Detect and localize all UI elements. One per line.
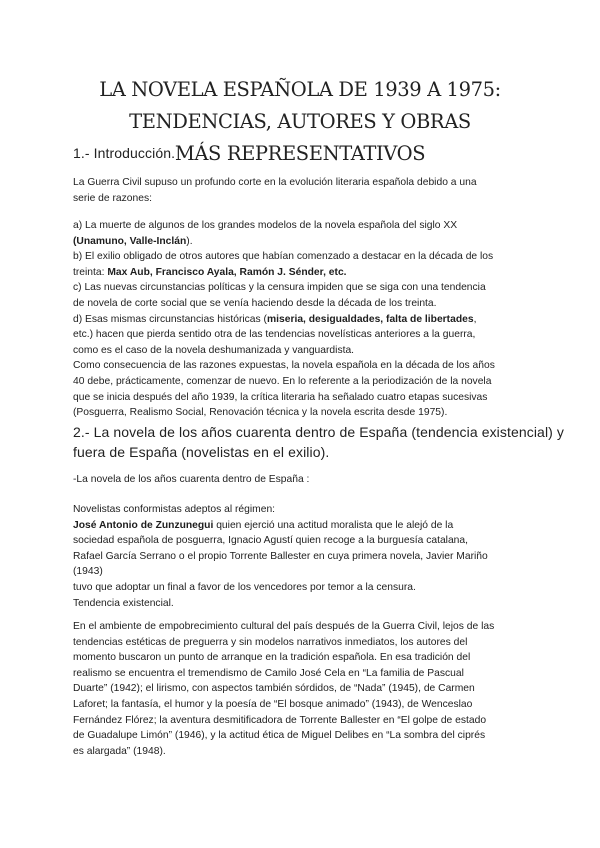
conformistas-paragraph [73,502,543,611]
conclusion-line: Como consecuencia de las razones expuestas, la novela española en la década de los años [73,360,495,372]
text-line: es alargada” (1948). [73,745,166,757]
bold-circumstances: miseria, desigualdades, falta de libertades [266,313,474,325]
text-fragment: treinta: [73,266,108,278]
text-line: realismo se encuentra el tremendismo de Camilo José Cela en “La familia de Pascual [73,667,464,679]
conformistas-label: Novelistas conformistas adeptos al régimen: [73,504,276,515]
text-fragment: quien ejerció una actitud moralista que le alejó de la [213,519,454,531]
text-line: sociedad española de posguerra, Ignacio Agustí quien recoge a la burguesía catalana, [73,535,468,547]
section1-heading: 1.- Introducción. [73,145,176,161]
zunzunegui-line [73,518,543,534]
text-fragment: d) Esas mismas circunstancias históricas ( [73,313,267,325]
reason-a-authors [73,234,543,250]
section2-heading [73,422,565,462]
reason-a-line: a) La muerte de algunos de los grandes modelos de la novela española del siglo XX [73,220,458,231]
text-line: (1943) [73,566,103,578]
reason-b-authors [73,265,543,281]
text-line: Rafael García Serrano o el propio Torrente Ballester en cuya primera novela, Javier Mariño [73,550,488,562]
text-line: La Guerra Civil supuso un profundo corte en la evolución literaria española debido a una [73,177,477,188]
ambiente-paragraph [73,619,543,759]
text-line: momento buscaron un punto de arranque en la tradición española. En esa tradición del [73,652,471,664]
text-line: Tendencia existencial. [73,597,174,609]
conclusion-line: 40 debe, prácticamente, comenzar de nuevo. En lo referente a la periodización de la novela [73,375,492,387]
section2-subheading [73,472,543,488]
heading-line: 2.- La novela de los años cuarenta dentro de España (tendencia existencial) y [73,424,565,440]
reason-c-line: c) Las nuevas circunstancias políticas y la censura impiden que se siga con una tendencia [73,282,486,294]
text-line: Duarte” (1942); el lirismo, con aspectos también sórdidos, de “Nada” (1945), de Carmen [73,683,475,695]
bold-authors: (Unamuno, Valle-Inclán [73,235,187,247]
conclusion-line: (Posguerra, Realismo Social, Renovación técnica y la novela escrita desde 1975). [73,407,448,419]
reason-d-line: como es el caso de la novela deshumanizada y vanguardista. [73,344,355,356]
reason-b-line: b) El exilio obligado de otros autores que habían comenzado a destacar en la década de los [73,251,494,263]
text-line: tuvo que adoptar un final a favor de los vencedores por temor a la censura. [73,581,416,593]
text-line: Laforet; la fantasía, el humor y la poesía de “El bosque animado” (1943), de Wenceslao [73,698,473,710]
conclusion-line: que se inicia después del año 1939, la crítica literaria ha señalado cuatro etapas sucesivas [73,391,488,403]
text-line: Fernández Flórez; la aventura desmitificadora de Torrente Ballester en “El golpe de estado [73,714,487,726]
heading-line: fuera de España (novelistas en el exilio). [73,444,330,460]
reason-d-line [73,312,543,328]
bold-author: José Antonio de Zunzunegui [73,519,214,531]
title-line-2: MÁS REPRESENTATIVOS [174,142,426,165]
text-line: En el ambiente de empobrecimiento cultural del país después de la Guerra Civil, lejos de las [73,621,495,632]
text-fragment: , [473,313,477,325]
text-line: serie de razones: [73,192,152,204]
text-fragment: ). [186,235,193,247]
reason-d-line: etc.) hacen que pierda sentido otra de las tendencias novelísticas anteriores a la guerra, [73,329,476,341]
text-line: de Guadalupe Limón” (1946), y la actitud ética de Miguel Delibes en “La sombra del ciprés [73,730,486,742]
reason-c-line: de novela de corte social que se venía haciendo desde la década de los treinta. [73,297,437,309]
section1-intro [73,175,543,206]
section1-reasons [73,218,543,421]
subheading-line: -La novela de los años cuarenta dentro de España : [73,474,310,485]
bold-authors: Max Aub, Francisco Ayala, Ramón J. Sénder, etc. [107,266,347,278]
title-line-1: LA NOVELA ESPAÑOLA DE 1939 A 1975: TENDENCIAS, AUTORES Y OBRAS [99,78,501,133]
text-line: tendencias estéticas de preguerra y sin modelos narrativos inmediatos, los autores del [73,636,468,648]
